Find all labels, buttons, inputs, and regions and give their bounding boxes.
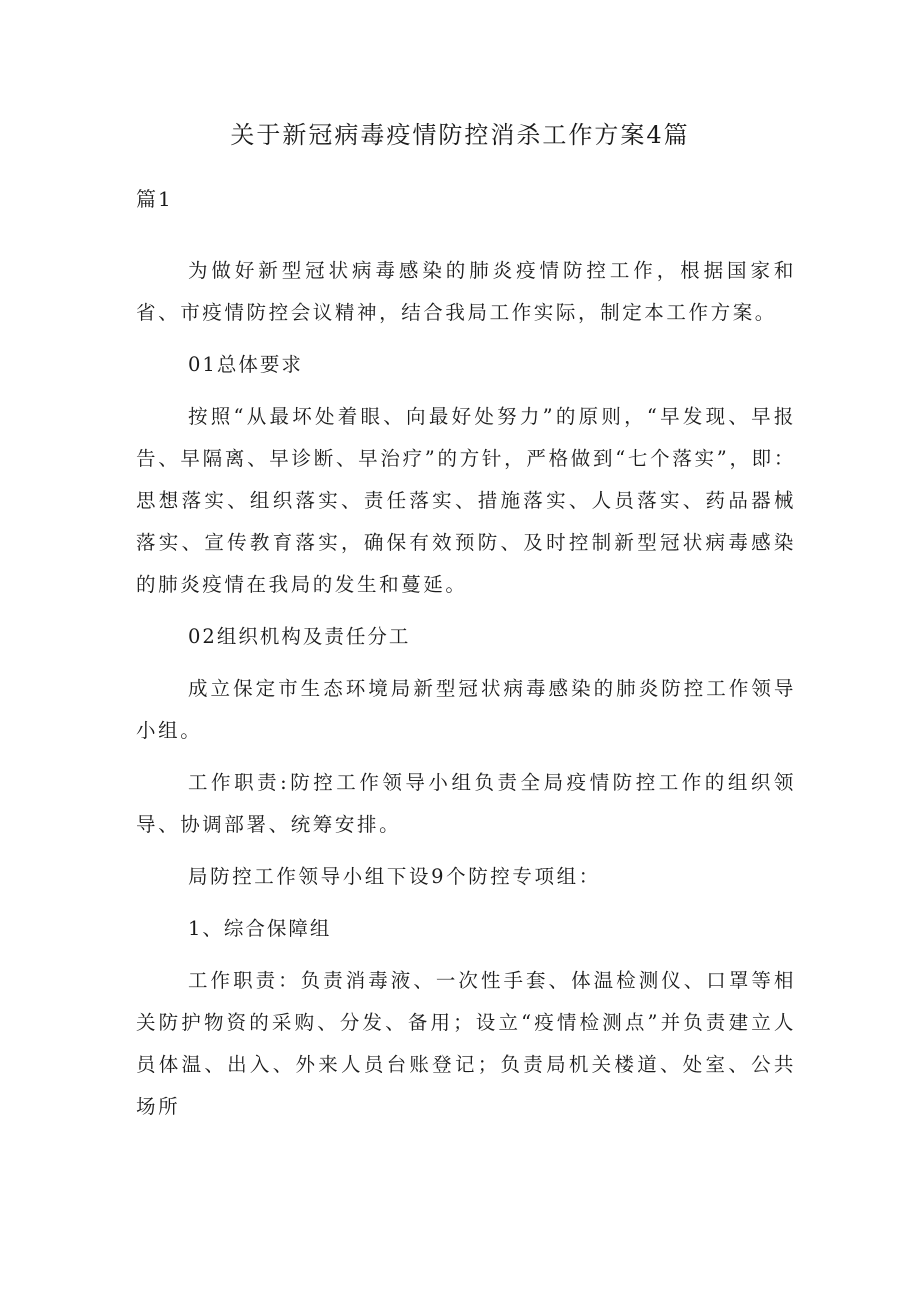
paragraph-general-requirements: 按照“从最坏处着眼、向最好处努力”的原则，“早发现、早报告、早隔离、早诊断、早治疗”的方针，严格做到“七个落实”，即：思想落实、组织落实、责任落实、措施落实、人员落实、药品器械落实、宣传教育落实，确保有效预防、及时控制新型冠状病毒感染的肺炎疫情在我局的发生和蔓延。	[136, 405, 796, 596]
paragraph-support-duties: 工作职责：负责消毒液、一次性手套、体温检测仪、口罩等相关防护物资的采购、分发、备用；设立“疫情检测点”并负责建立人员体温、出入、外来人员台账登记；负责局机关楼道、处室、公共场所	[136, 969, 796, 1118]
paragraph-special-groups: 局防控工作领导小组下设9个防控专项组：	[188, 865, 601, 888]
paragraph-intro: 为做好新型冠状病毒感染的肺炎疫情防控工作，根据国家和省、市疫情防控会议精神，结合我局工作实际，制定本工作方案。	[136, 259, 796, 324]
paragraph-leading-group: 成立保定市生态环境局新型冠状病毒感染的肺炎防控工作领导小组。	[136, 677, 796, 742]
heading-organization: 02组织机构及责任分工	[188, 625, 411, 648]
heading-support-group: 1、综合保障组	[188, 917, 332, 940]
paragraph-group-duties: 工作职责:防控工作领导小组负责全局疫情防控工作的组织领导、协调部署、统筹安排。	[136, 771, 796, 836]
document-title: 关于新冠病毒疫情防控消杀工作方案4篇	[230, 121, 690, 149]
heading-general-requirements: 01总体要求	[188, 353, 303, 376]
document-body	[136, 250, 796, 1138]
section-label: 篇1	[136, 187, 173, 211]
